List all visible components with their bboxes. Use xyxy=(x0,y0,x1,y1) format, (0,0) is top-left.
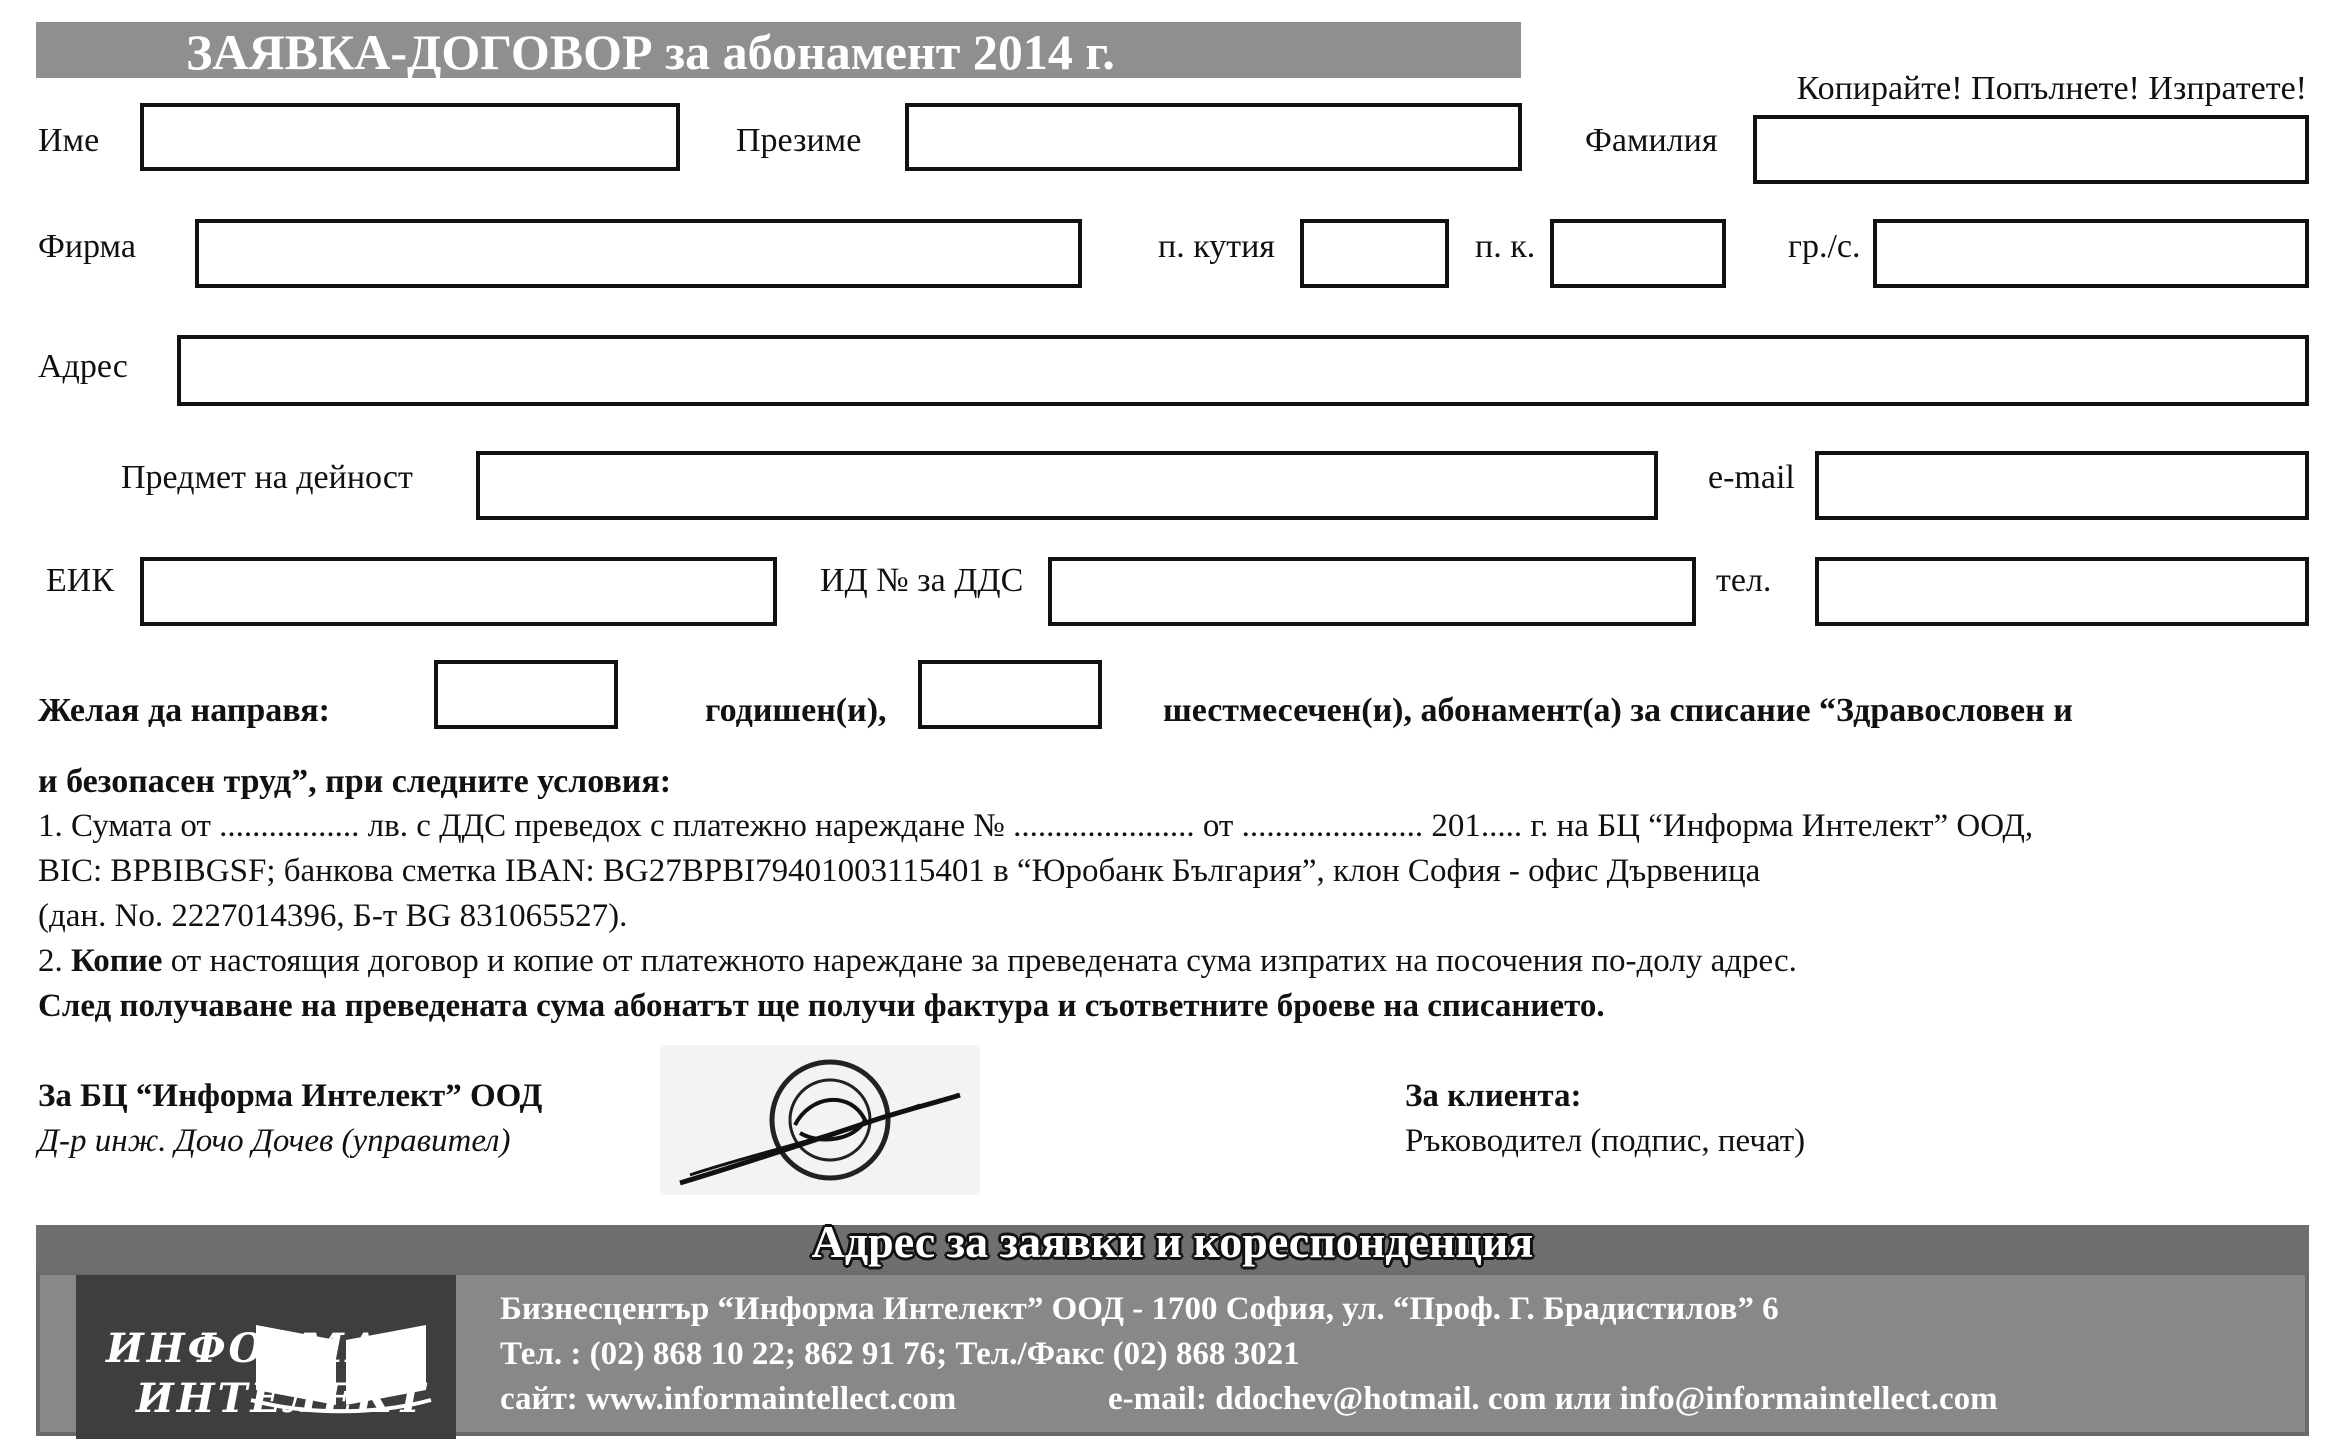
order-continuation: и безопасен труд”, при следните условия: xyxy=(38,763,672,800)
company-input[interactable] xyxy=(199,223,1078,284)
annual-label: годишен(и), xyxy=(705,692,887,729)
footer-emails[interactable]: e-mail: ddochev@hotmail. com или info@informaintellect.com xyxy=(1108,1381,1998,1417)
activity-label: Предмет на дейност xyxy=(121,459,413,496)
eik-input[interactable] xyxy=(144,561,773,622)
form-title: ЗАЯВКА-ДОГОВОР за абонамент 2014 г. xyxy=(186,24,1115,80)
terms-line-4 xyxy=(38,943,1797,980)
po-box-label: п. кутия xyxy=(1158,228,1275,265)
company-signer: Д-р инж. Дочо Дочев (управител) xyxy=(38,1123,511,1159)
first-name-label: Име xyxy=(38,122,100,159)
logo-text-line-2: ИНТЕЛЕКТ xyxy=(136,1375,428,1422)
footer-title-bar xyxy=(36,1216,2309,1271)
terms-line-2: BIC: BPBIBGSF; банкова сметка IBAN: BG27BPBI79401003115401 в “Юробанк България”, клон София - офис Дървеница xyxy=(38,853,1761,889)
first-name-input[interactable] xyxy=(144,107,676,167)
city-input[interactable] xyxy=(1877,223,2305,284)
postal-code-field[interactable] xyxy=(1550,219,1726,288)
title-bar xyxy=(36,22,1521,78)
email-label: e-mail xyxy=(1708,459,1795,496)
po-box-input[interactable] xyxy=(1304,223,1445,284)
terms-line-4-text: от настоящия договор и копие от платежното нареждане за преведената сума изпратих на посочения по-долу адрес. xyxy=(162,943,1797,979)
vat-id-label: ИД № за ДДС xyxy=(820,562,1024,599)
company-stamp xyxy=(660,1045,980,1195)
company-label: Фирма xyxy=(38,228,136,265)
semiannual-count-input[interactable] xyxy=(922,664,1098,725)
semiannual-label: шестмесечен(и), абонамент(а) за списание “Здравословен и xyxy=(1163,692,2073,729)
city-label: гр./с. xyxy=(1788,228,1861,265)
footer-title: Адрес за заявки и кореспонденция xyxy=(811,1216,1534,1267)
activity-input[interactable] xyxy=(480,455,1654,516)
footer-contacts xyxy=(36,1271,2309,1436)
semiannual-count-field[interactable] xyxy=(918,660,1102,729)
footer-site[interactable]: сайт: www.informaintellect.com xyxy=(500,1381,957,1417)
footer-address: Бизнесцентър “Информа Интелект” ООД - 1700 София, ул. “Проф. Г. Брадистилов” 6 xyxy=(500,1291,1779,1327)
client-signature-label: За клиента: xyxy=(1405,1078,1582,1114)
city-field[interactable] xyxy=(1873,219,2309,288)
phone-label: тел. xyxy=(1716,562,1772,599)
terms-line-5: След получаване на преведената сума абонатът ще получи фактура и съответните броеве на списанието. xyxy=(38,988,1605,1024)
vat-id-field[interactable] xyxy=(1048,557,1696,626)
company-logo xyxy=(76,1275,456,1439)
stamp-seal-icon xyxy=(660,1045,980,1195)
middle-name-field[interactable] xyxy=(905,103,1522,171)
phone-input[interactable] xyxy=(1819,561,2305,622)
activity-field[interactable] xyxy=(476,451,1658,520)
phone-field[interactable] xyxy=(1815,557,2309,626)
logo-text-line-1: ИНФОРМА xyxy=(106,1325,383,1372)
vat-id-input[interactable] xyxy=(1052,561,1692,622)
address-label: Адрес xyxy=(38,348,128,385)
middle-name-input[interactable] xyxy=(909,107,1518,167)
terms-line-3: (дан. No. 2227014396, Б-т BG 831065527). xyxy=(38,898,628,934)
address-input[interactable] xyxy=(181,339,2305,402)
order-intro: Желая да направя: xyxy=(38,692,330,729)
email-input[interactable] xyxy=(1819,455,2305,516)
eik-label: ЕИК xyxy=(46,562,114,599)
email-field[interactable] xyxy=(1815,451,2309,520)
annual-count-input[interactable] xyxy=(438,664,614,725)
terms-line-4-copy: Копие xyxy=(71,943,163,979)
last-name-input[interactable] xyxy=(1757,119,2305,180)
company-field[interactable] xyxy=(195,219,1082,288)
postal-code-label: п. к. xyxy=(1475,228,1536,265)
eik-field[interactable] xyxy=(140,557,777,626)
tagline: Копирайте! Попълнете! Изпратете! xyxy=(1796,70,2307,107)
client-signer: Ръководител (подпис, печат) xyxy=(1405,1123,1806,1159)
footer-phones: Тел. : (02) 868 10 22; 862 91 76; Тел./Факс (02) 868 3021 xyxy=(500,1336,1300,1372)
address-field[interactable] xyxy=(177,335,2309,406)
last-name-label: Фамилия xyxy=(1585,122,1718,159)
terms-line-1: 1. Сумата от ................. лв. с ДДС преведох с платежно нареждане № ...................... от ...................... 201..... г. на БЦ “Информа Интелект” ООД, xyxy=(38,808,2034,844)
po-box-field[interactable] xyxy=(1300,219,1449,288)
company-signature-label: За БЦ “Информа Интелект” ООД xyxy=(38,1078,543,1114)
terms-line-4-number: 2. xyxy=(38,943,71,979)
last-name-field[interactable] xyxy=(1753,115,2309,184)
annual-count-field[interactable] xyxy=(434,660,618,729)
first-name-field[interactable] xyxy=(140,103,680,171)
postal-code-input[interactable] xyxy=(1554,223,1722,284)
middle-name-label: Презиме xyxy=(736,122,862,159)
